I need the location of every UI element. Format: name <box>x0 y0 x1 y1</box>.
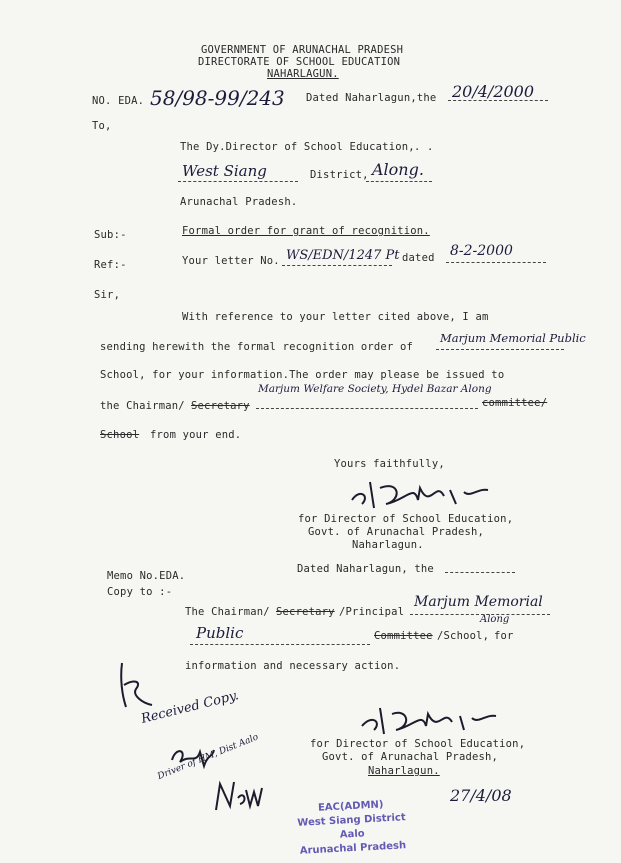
body-p4-society: Marjum Welfare Society, Hydel Bazar Along <box>258 383 492 395</box>
header-line-1: GOVERNMENT OF ARUNACHAL PRADESH <box>201 44 404 56</box>
memo-dated-underline <box>445 572 515 573</box>
stamp-line-1: EAC(ADMN) <box>317 799 384 814</box>
memo-line-2-strike: Committee <box>374 630 433 642</box>
ref-no-label: NO. EDA. <box>92 95 145 107</box>
body-p4-strike: Secretary <box>191 400 250 412</box>
closing: Yours faithfully, <box>334 458 445 470</box>
body-p3: School, for your information.The order may please be issued to <box>100 369 505 381</box>
memo-line-2-school: Public <box>196 624 244 642</box>
ref-dated-label: dated <box>402 252 435 264</box>
memo-line-1-strike: Secretary <box>276 606 335 618</box>
memo-line-2-b: /School, <box>437 630 490 642</box>
signature-2-scribble <box>352 698 502 742</box>
received-initial-scribble <box>116 655 156 715</box>
addressee-dots: . . <box>414 141 434 153</box>
signature-2-line-1: for Director of School Education, <box>310 738 526 750</box>
signature-1-line-1: for Director of School Education, <box>298 513 514 525</box>
dated-underline <box>448 100 548 101</box>
body-p1: With reference to your letter cited above, I am <box>182 311 489 323</box>
memo-dated: Dated Naharlagun, the <box>297 563 434 575</box>
body-p4-underline <box>256 408 478 409</box>
ref-dated-underline <box>446 262 546 263</box>
signature-1-line-2: Govt. of Arunachal Pradesh, <box>308 526 485 538</box>
place-underline <box>366 181 432 182</box>
ref-dated-value: 8-2-2000 <box>450 243 513 259</box>
header-line-3: NAHARLAGUN. <box>267 68 339 80</box>
body-p2-school: Marjum Memorial Public <box>440 331 586 345</box>
memo-line-1-b: /Principal <box>339 606 405 618</box>
signature-1-line-3: Naharlagun. <box>352 539 424 551</box>
district-value: West Siang <box>182 162 267 180</box>
addressee-state: Arunachal Pradesh. <box>180 196 298 208</box>
ref-no-underline <box>282 265 392 266</box>
ref-text: Your letter No. <box>182 255 280 267</box>
stamp-line-2: West Siang District Aalo <box>297 812 406 841</box>
memo-label: Memo No.EDA. <box>107 570 186 582</box>
body-p4-committee: committee/ <box>482 397 548 409</box>
memo-line-3: information and necessary action. <box>185 660 401 672</box>
body-p2: sending herewith the formal recognition order of <box>100 341 414 353</box>
district-label: District, <box>310 169 369 181</box>
body-p5-strike: School <box>100 429 140 441</box>
sub-label: Sub:- <box>94 229 127 241</box>
sub-text: Formal order for grant of recognition. <box>182 225 430 237</box>
signature-1-scribble <box>340 470 500 518</box>
new-signature-scribble <box>212 776 264 816</box>
official-stamp <box>291 797 414 863</box>
signature-2-line-3: Naharlagun. <box>368 765 440 777</box>
memo-line-2-place: Along <box>480 614 510 625</box>
ref-no-value-hw: WS/EDN/1247 Pt <box>286 248 400 263</box>
body-p5: from your end. <box>150 429 242 441</box>
dated-label: Dated Naharlagun,the <box>306 92 437 104</box>
addressee-line-1: The Dy.Director of School Education, <box>180 141 415 153</box>
place-value: Along. <box>372 160 424 179</box>
driver-note: Driver of HM, Dist Aalo <box>156 732 260 782</box>
dated-value: 20/4/2000 <box>452 82 535 101</box>
to-label: To, <box>92 120 112 132</box>
salutation: Sir, <box>94 289 121 301</box>
stamp-line-3: Arunachal Pradesh <box>299 840 407 857</box>
body-p4: the Chairman/ <box>100 400 185 412</box>
bottom-date: 27/4/08 <box>450 786 512 805</box>
memo-line-2-underline <box>190 644 370 645</box>
received-copy-note: Received Copy. <box>139 688 241 727</box>
ref-label: Ref:- <box>94 259 127 271</box>
memo-line-1: The Chairman/ <box>185 606 270 618</box>
district-underline <box>178 181 298 182</box>
ref-no-value: 58/98-99/243 <box>150 86 285 110</box>
memo-line-1-school: Marjum Memorial <box>414 594 543 610</box>
header-line-2: DIRECTORATE OF SCHOOL EDUCATION <box>198 56 401 68</box>
signature-2-line-2: Govt. of Arunachal Pradesh, <box>322 751 499 763</box>
copy-to-label: Copy to :- <box>107 586 173 598</box>
body-p2-underline <box>436 349 564 350</box>
memo-line-2-c: for <box>494 630 514 642</box>
